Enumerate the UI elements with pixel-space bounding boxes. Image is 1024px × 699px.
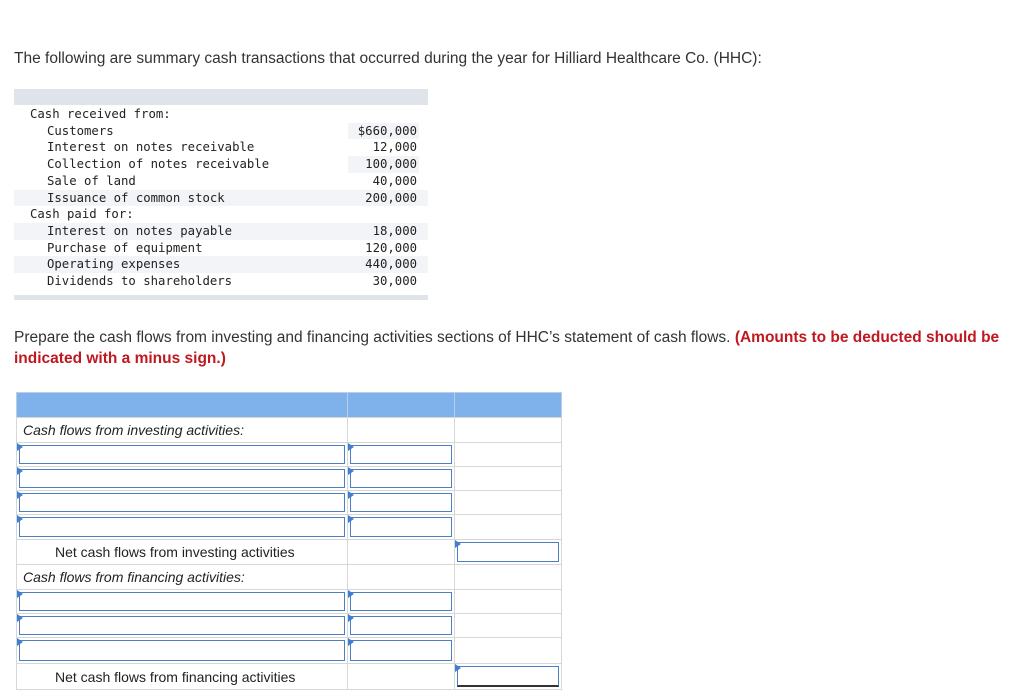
instructions-text: Prepare the cash flows from investing and financing activities sections of HHC’s statement of cash flows.	[14, 329, 731, 346]
investing-header-row	[16, 417, 562, 443]
net-financing-input[interactable]	[457, 666, 559, 687]
transaction-row: Purchase of equipment 120,000	[47, 240, 417, 255]
received-header-row	[14, 106, 428, 123]
investing-label-input[interactable]	[19, 445, 345, 464]
net-investing-row	[16, 539, 562, 565]
net-financing-label: Net cash flows from financing activities	[55, 668, 296, 685]
transactions-bottom-bar	[14, 295, 428, 300]
financing-header-row	[16, 564, 562, 590]
paid-header: Cash paid for:	[30, 207, 134, 222]
investing-label-input[interactable]	[19, 469, 345, 488]
transaction-row: Operating expenses 440,000	[14, 256, 428, 273]
transaction-row: Issuance of common stock 200,000	[14, 190, 428, 207]
financing-amount-input[interactable]	[350, 616, 452, 635]
net-investing-label: Net cash flows from investing activities	[55, 544, 295, 560]
investing-input-row	[16, 442, 562, 467]
transaction-row: Interest on notes payable 18,000	[14, 223, 428, 240]
instructions-note: (Amounts to be deducted should be indicated with a minus sign.)	[14, 329, 1000, 367]
instructions	[14, 327, 1010, 369]
investing-input-row	[16, 466, 562, 491]
financing-label-input[interactable]	[19, 616, 345, 635]
transaction-row: Interest on notes receivable 12,000	[47, 140, 417, 155]
transactions-block	[14, 89, 428, 301]
investing-label-input[interactable]	[19, 517, 345, 537]
financing-input-row	[16, 613, 562, 638]
investing-label-input[interactable]	[19, 493, 345, 512]
investing-header: Cash flows from investing activities:	[23, 422, 244, 438]
investing-amount-input[interactable]	[350, 493, 452, 512]
financing-label-input[interactable]	[19, 640, 345, 661]
financing-amount-input[interactable]	[350, 640, 452, 661]
net-financing-row	[16, 663, 562, 690]
financing-header: Cash flows from financing activities:	[23, 569, 245, 585]
financing-amount-input[interactable]	[350, 592, 452, 611]
financing-input-row	[16, 637, 562, 664]
investing-amount-input[interactable]	[350, 445, 452, 464]
investing-input-row	[16, 514, 562, 540]
received-header: Cash received from:	[30, 107, 171, 121]
investing-amount-input[interactable]	[350, 517, 452, 537]
investing-input-row	[16, 490, 562, 515]
intro-text: The following are summary cash transactions that occurred during the year for Hilliard Healthcare Co. (HHC):	[14, 50, 762, 67]
paid-header-row	[14, 206, 428, 223]
investing-amount-input[interactable]	[350, 469, 452, 488]
net-investing-input[interactable]	[457, 542, 559, 562]
financing-label-input[interactable]	[19, 592, 345, 611]
transaction-row: Collection of notes receivable 100,000	[47, 157, 417, 172]
transaction-row: Sale of land 40,000	[47, 173, 417, 188]
transaction-row: Dividends to shareholders 30,000	[47, 274, 417, 288]
table-header-row	[16, 392, 562, 418]
transactions-top-bar	[14, 89, 428, 105]
transaction-row: Customers $660,000	[47, 123, 417, 138]
financing-input-row	[16, 589, 562, 614]
